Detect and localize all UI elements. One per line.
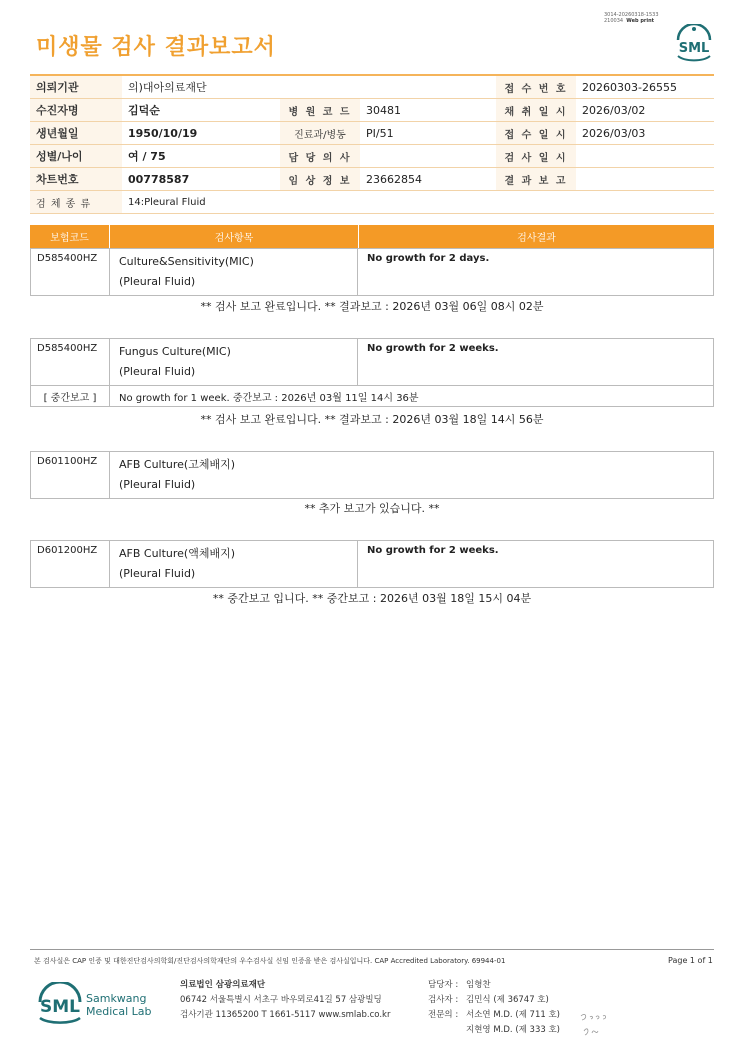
info-value: 김덕순 <box>122 99 280 122</box>
info-label: 병 원 코 드 <box>280 99 360 122</box>
report-status-note: ** 추가 보고가 있습니다. ** <box>304 502 440 515</box>
test-block <box>30 540 714 588</box>
test-code: D601200HZ <box>31 541 110 587</box>
test-result: No growth for 2 weeks. <box>367 545 499 556</box>
info-label: 검 사 일 시 <box>496 145 576 168</box>
handwritten-signature-icon <box>578 1009 610 1039</box>
org-contact: 검사기관 11365200 T 1661-5117 www.smlab.co.kr <box>180 1010 391 1020</box>
info-value: 1950/10/19 <box>122 122 280 145</box>
patient-info-table <box>30 74 714 214</box>
test-result <box>358 452 713 498</box>
info-value: 2026/03/02 <box>576 99 714 122</box>
logo-name-line2: Medical Lab <box>86 1005 152 1018</box>
test-block <box>30 248 714 296</box>
logo-text: SML <box>678 41 710 56</box>
info-value <box>576 145 714 168</box>
test-name: AFB Culture(고체배지) <box>119 458 236 471</box>
staff-name: 김민식 (제 36747 호) <box>466 995 549 1005</box>
info-row <box>30 75 714 99</box>
staff-list: 담당자 : 임형찬 검사자 : 김민식 (제 36747 호) 전문의 : 서소연 M.D. (제 711 호) 지현영 M.D. (제 333 호) <box>428 980 561 1035</box>
info-row <box>30 145 714 168</box>
info-label: 의뢰기관 <box>30 75 122 99</box>
report-status-note: ** 검사 보고 완료입니다. ** 결과보고 : 2026년 03월 18일 14시 56분 <box>200 413 544 426</box>
test-name: Fungus Culture(MIC) <box>119 345 231 358</box>
test-name: AFB Culture(액체배지) <box>119 547 236 560</box>
test-result: No growth for 2 days. <box>367 253 490 264</box>
info-value: 2026/03/03 <box>576 122 714 145</box>
logo-name-line1: Samkwang <box>86 992 147 1005</box>
test-code: D585400HZ <box>31 249 110 295</box>
org-info <box>180 978 390 1023</box>
footer-divider <box>30 949 714 950</box>
info-value: 14:Pleural Fluid <box>122 191 714 214</box>
info-label: 접 수 번 호 <box>496 75 576 99</box>
test-specimen: (Pleural Fluid) <box>119 365 196 378</box>
info-value: 00778587 <box>122 168 280 191</box>
info-label: 임 상 정 보 <box>280 168 360 191</box>
test-result: No growth for 2 weeks. <box>367 343 499 354</box>
report-title: 미생물 검사 결과보고서 <box>36 35 276 60</box>
info-label: 진료과/병동 <box>280 122 360 145</box>
info-value <box>576 168 714 191</box>
info-row <box>30 99 714 122</box>
header-test-item: 검사항목 <box>110 225 359 248</box>
logo-mark: SML <box>40 997 80 1017</box>
info-label: 성별/나이 <box>30 145 122 168</box>
interim-report-row <box>31 385 713 406</box>
header-insurance-code: 보험코드 <box>30 225 110 248</box>
header-test-result: 검사결과 <box>517 233 556 244</box>
info-value: 여 / 75 <box>122 145 280 168</box>
org-address: 06742 서울특별시 서초구 바우뫼로41길 57 삼광빌딩 <box>180 995 382 1005</box>
info-value: 30481 <box>360 99 496 122</box>
info-row <box>30 191 714 214</box>
test-block <box>30 338 714 407</box>
info-value: 23662854 <box>360 168 496 191</box>
info-value: 의)대아의료재단 <box>122 75 496 99</box>
results-header <box>30 225 714 248</box>
info-label: 결 과 보 고 <box>496 168 576 191</box>
test-code: D601100HZ <box>31 452 110 498</box>
info-label: 생년월일 <box>30 122 122 145</box>
info-value: PI/51 <box>360 122 496 145</box>
info-row <box>30 122 714 145</box>
certification-note: 본 검사실은 CAP 인증 및 대한진단검사의학회/진단검사의학재단의 우수검사실 신임 인증을 받은 검사실입니다. CAP Accredited Laboratory. 69944-01 <box>34 957 506 965</box>
info-value <box>360 145 496 168</box>
interim-text: No growth for 1 week. 중간보고 : 2026년 03월 11일 14시 36분 <box>119 392 419 404</box>
page-number: Page 1 of 1 <box>668 956 713 965</box>
info-value: 20260303-26555 <box>576 75 714 99</box>
info-label: 검 체 종 류 <box>30 191 122 214</box>
org-name: 의료법인 삼광의료재단 <box>180 980 266 990</box>
sml-logo-icon <box>672 24 716 64</box>
info-label: 수진자명 <box>30 99 122 122</box>
info-label: 채 취 일 시 <box>496 99 576 122</box>
test-block <box>30 451 714 499</box>
staff-name: 서소연 M.D. (제 711 호) <box>466 1010 561 1020</box>
print-id: 3014-20260318-1533 210034 Web print <box>604 12 659 24</box>
sml-logo-icon <box>36 982 156 1026</box>
report-status-note: ** 검사 보고 완료입니다. ** 결과보고 : 2026년 03월 06일 08시 02분 <box>200 300 544 313</box>
signature-image <box>578 1009 610 1042</box>
interim-label: [ 중간보고 ] <box>31 386 110 406</box>
info-label: 담 당 의 사 <box>280 145 360 168</box>
staff-name: 지현영 M.D. (제 333 호) <box>466 1025 561 1035</box>
info-row <box>30 168 714 191</box>
test-specimen: (Pleural Fluid) <box>119 567 196 580</box>
info-label: 접 수 일 시 <box>496 122 576 145</box>
footer-logo <box>36 982 156 1026</box>
info-label: 차트번호 <box>30 168 122 191</box>
test-code: D585400HZ <box>31 339 110 385</box>
test-specimen: (Pleural Fluid) <box>119 478 196 491</box>
test-specimen: (Pleural Fluid) <box>119 275 196 288</box>
staff-name: 임형찬 <box>466 980 491 990</box>
report-status-note: ** 중간보고 입니다. ** 중간보고 : 2026년 03월 18일 15시 04분 <box>212 592 532 605</box>
test-name: Culture&Sensitivity(MIC) <box>119 255 254 268</box>
